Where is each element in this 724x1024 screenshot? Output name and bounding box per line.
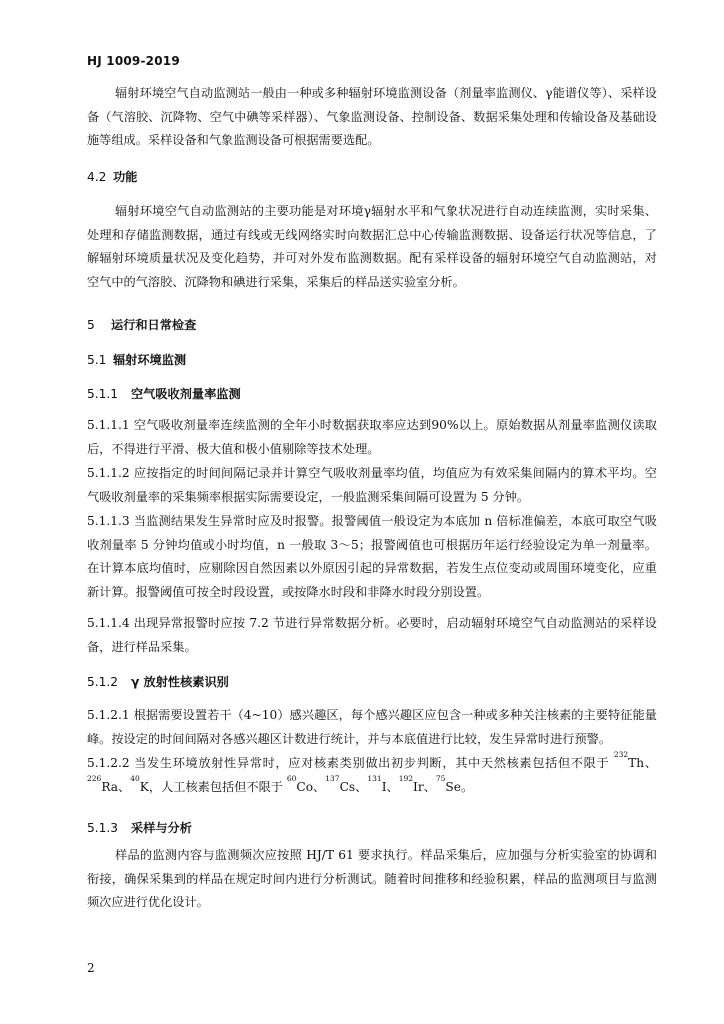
section-number: 5.1.1	[87, 387, 119, 401]
section-number: 5.1.2	[87, 675, 119, 689]
clause-5-1-1-3: 5.1.1.3 当监测结果发生异常时应及时报警。报警阈值一般设定为本底加 n 倍标准偏差，本底可取空气吸收剂量率 5 分钟均值或小时均值，n 一般取 3～5；报警阈值也可根据历年运行经验设定为单一剂量率。在计算本底均值时，应剔除因自然因素以外原因引起的异常数据，若发生点位变动或周围环境变化，应重新计算。报警阈值可按全时段设置，或按降水时段和非降水时段分别设置。	[87, 514, 657, 599]
nuclide-text: K，人工核素包括但不限于	[139, 779, 287, 794]
section-5-1-3-heading	[87, 818, 192, 838]
section-number: 5.1	[87, 353, 107, 367]
nuclide-text: I、	[381, 779, 399, 794]
section-5-heading	[87, 315, 196, 335]
clause-text: 5.1.2.2 当发生环境放射性异常时，应对核素类别做出初步判断，其中天然核素包括但不限于	[87, 756, 614, 770]
clause-5-1-1-2: 5.1.1.2 应按指定的时间间隔记录并计算空气吸收剂量率均值，均值应为有效采集间隔内的算术平均。空气吸收剂量率的采集频率根据实际需要设定，一般监测采集间隔可设置为 5 分钟。	[87, 466, 657, 504]
mass-number: 131	[367, 773, 382, 783]
clause-5-1-1-1: 5.1.1.1 空气吸收剂量率连续监测的全年小时数据获取率应达到90%以上。原始数据从剂量率监测仪读取后，不得进行平滑、极大值和极小值剔除等技术处理。	[87, 418, 657, 456]
mass-number: 232	[613, 750, 629, 759]
section-title: 辐射环境监测	[113, 353, 187, 367]
sampling-paragraph: 样品的监测内容与监测频次应按照 HJ/T 61 要求执行。样品采集后，应加强与分析实验室的协调和衔接，确保采集到的样品在规定时间内进行分析测试。随着时间推移和经验积累，样品的监测项目与监测频次应进行优化设计。	[87, 848, 657, 909]
mass-number: 137	[325, 773, 340, 783]
section-title: 功能	[113, 170, 138, 184]
section-number: 5	[87, 318, 95, 332]
nuclide-text: Ra、	[101, 779, 131, 794]
section-number: 4.2	[87, 170, 107, 184]
section-4-2-heading	[87, 167, 137, 187]
section-title: γ 放射性核素识别	[131, 675, 229, 689]
nuclide-text: Se。	[445, 779, 474, 794]
section-title: 运行和日常检查	[111, 318, 197, 332]
section-number: 5.1.3	[87, 821, 119, 835]
section-5-1-1-heading	[87, 384, 241, 404]
clause-5-1-1-4: 5.1.1.4 出现异常报警时应按 7.2 节进行异常数据分析。必要时，启动辐射环境空气自动监测站的采样设备，进行样品采集。	[87, 616, 657, 654]
page-number: 2	[87, 961, 95, 975]
mass-number: 226	[87, 773, 102, 783]
nuclide-text: Ir、	[413, 779, 436, 794]
mass-number: 192	[398, 773, 414, 783]
clause-5-1-2-1: 5.1.2.1 根据需要设置若干（4~10）感兴趣区，每个感兴趣区应包含一种或多种关注核素的主要特征能量峰。按设定的时间间隔对各感兴趣区计数进行统计，并与本底值进行比较，发生异常时进行预警。	[87, 708, 657, 746]
section-title: 空气吸收剂量率监测	[131, 387, 241, 401]
mass-number: 75	[435, 773, 446, 783]
intro-paragraph: 辐射环境空气自动监测站一般由一种或多种辐射环境监测设备（剂量率监测仪、γ能谱仪等）、采样设备（气溶胶、沉降物、空气中碘等采样器）、气象监测设备、控制设备、数据采集处理和传输设备及基础设施等组成。采样设备和气象监测设备可根据需要选配。	[87, 86, 657, 147]
section-title: 采样与分析	[131, 821, 192, 835]
mass-number: 60	[286, 773, 297, 783]
section-5-1-2-heading	[87, 672, 229, 692]
section-5-1-heading	[87, 350, 186, 370]
nuclide-text: Cs、	[339, 779, 368, 794]
function-paragraph: 辐射环境空气自动监测站的主要功能是对环境γ辐射水平和气象状况进行自动连续监测，实时采集、处理和存储监测数据，通过有线或无线网络实时向数据汇总中心传输监测数据、设备运行状况等信息，了解辐射环境质量状况及变化趋势，并可对外发布监测数据。配有采样设备的辐射环境空气自动监测站，对空气中的气溶胶、沉降物和碘进行采集，采集后的样品送实验室分析。	[87, 204, 657, 289]
clause-5-1-2-2	[87, 752, 657, 799]
nuclide-text: Th、	[628, 756, 657, 770]
nuclide-text: Co、	[296, 779, 326, 794]
document-code-header: HJ 1009-2019	[87, 54, 180, 68]
mass-number: 40	[130, 773, 140, 783]
